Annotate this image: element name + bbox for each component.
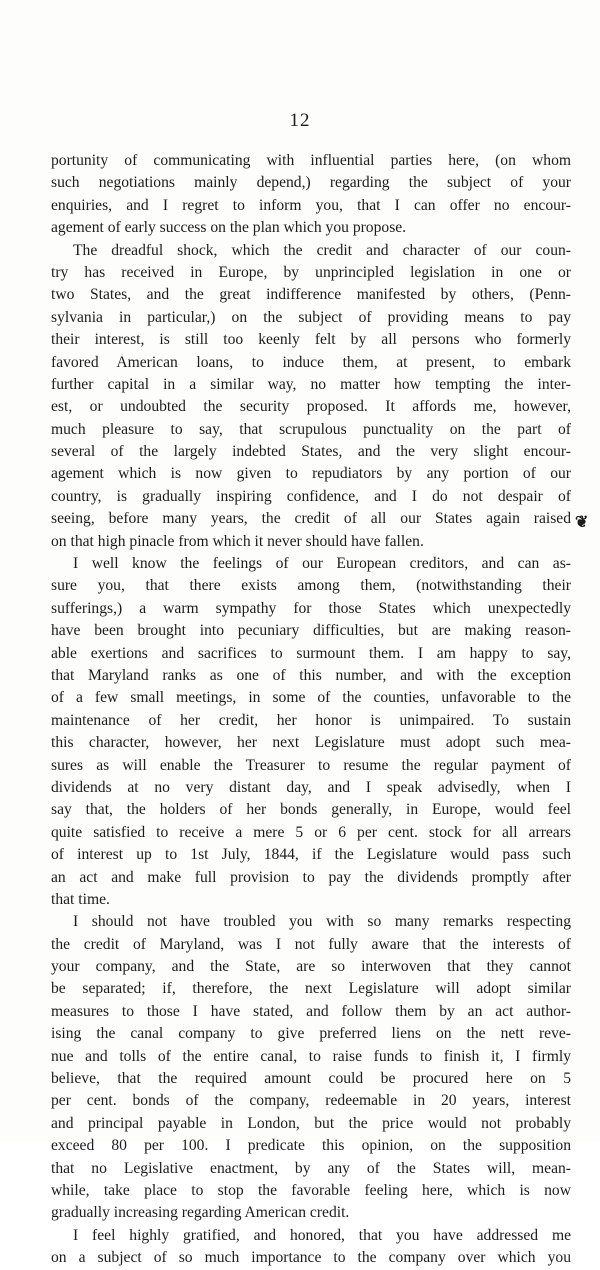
text-line: believe, that the required amount could be procured here on 5	[51, 1070, 571, 1088]
text-line: on that high pinacle from which it never should have fallen.	[51, 532, 424, 550]
text-line: I well know the feelings of our European creditors, and can as-	[73, 555, 571, 573]
text-line: maintenance of her credit, her honor is unimpaired. To sustain	[51, 711, 571, 729]
text-line: I feel highly gratified, and honored, that you have addressed me	[73, 1226, 571, 1244]
text-line: seeing, before many years, the credit of all our States again raised	[51, 510, 571, 528]
text-line: that time.	[51, 890, 110, 908]
text-line: on a subject of so much importance to the company over which you	[51, 1249, 571, 1267]
text-line: exceed 80 per 100. I predicate this opinion, on the supposition	[51, 1137, 571, 1155]
text-line: I should not have troubled you with so many remarks respecting	[73, 913, 571, 931]
text-line: two States, and the great indifference manifested by others, (Penn-	[51, 286, 571, 304]
text-line: sylvania in particular,) on the subject of providing means to pay	[51, 308, 571, 326]
text-line: dividends at no very distant day, and I speak advisedly, when I	[51, 778, 571, 796]
text-line: sure you, that there exists among them, (notwithstanding their	[51, 577, 571, 595]
text-line: have been brought into pecuniary difficulties, but are making reason-	[51, 622, 571, 640]
text-line: sufferings,) a warm sympathy for those States which unexpectedly	[51, 599, 571, 617]
text-line: and principal payable in London, but the price would not probably	[51, 1114, 571, 1132]
text-line: that Maryland ranks as one of this number, and with the exception	[51, 666, 571, 684]
text-line: per cent. bonds of the company, redeemable in 20 years, interest	[51, 1092, 571, 1110]
margin-mark: ❦	[575, 514, 589, 531]
text-line: agement which is now given to repudiators by any portion of our	[51, 465, 571, 483]
text-line: quite satisfied to receive a mere 5 or 6 per cent. stock for all arrears	[51, 823, 571, 841]
text-line: such negotiations mainly depend,) regarding the subject of your	[51, 174, 571, 192]
text-line: agement of early success on the plan which you propose.	[51, 219, 407, 237]
text-line: several of the largely indebted States, and the very slight encour-	[51, 443, 571, 461]
text-line: much pleasure to say, that scrupulous punctuality on the part of	[51, 420, 571, 438]
text-line: portunity of communicating with influential parties here, (on whom	[51, 152, 571, 169]
text-line: the credit of Maryland, was I not fully aware that the interests of	[51, 935, 571, 953]
text-line: further capital in a similar way, no matter how tempting the inter-	[51, 375, 571, 393]
text-line: your company, and the State, are so interwoven that they cannot	[51, 958, 571, 976]
text-line: est, or undoubted the security proposed. It affords me, however,	[51, 398, 571, 416]
text-line: measures to those I have stated, and follow them by an act author-	[51, 1002, 571, 1020]
text-line: ising the canal company to give preferred liens on the nett reve-	[51, 1025, 571, 1043]
text-line: gradually increasing regarding American credit.	[51, 1204, 350, 1222]
text-line: of interest up to 1st July, 1844, if the Legislature would pass such	[51, 846, 571, 864]
text-line: nue and tolls of the entire canal, to raise funds to finish it, I firmly	[51, 1047, 571, 1065]
text-line: that no Legislative enactment, by any of the States will, mean-	[51, 1159, 571, 1177]
text-line: their interest, is still too keenly felt by all persons who formerly	[51, 331, 571, 349]
text-line: of a few small meetings, in some of the counties, unfavorable to the	[51, 689, 571, 707]
text-line: try has received in Europe, by unprincipled legislation in one or	[51, 263, 571, 281]
text-line: favored American loans, to induce them, at present, to embark	[51, 353, 571, 371]
text-line: say that, the holders of her bonds generally, in Europe, would feel	[51, 801, 571, 819]
text-line: able exertions and sacrifices to surmount them. I am happy to say,	[51, 644, 571, 662]
text-line: country, is gradually inspiring confidence, and I do not despair of	[51, 487, 571, 505]
text-line: this character, however, her next Legislature must adopt such mea-	[51, 734, 571, 752]
text-line: The dreadful shock, which the credit and character of our coun-	[73, 241, 571, 259]
text-line: sures as will enable the Treasurer to resume the regular payment of	[51, 756, 571, 774]
body-text	[51, 150, 571, 1270]
text-line: while, take place to stop the favorable feeling here, which is now	[51, 1181, 571, 1199]
page-number: 12	[289, 110, 311, 131]
text-line: be separated; if, therefore, the next Legislature will adopt similar	[51, 980, 571, 998]
text-line: an act and make full provision to pay the dividends promptly after	[51, 868, 571, 886]
text-line: enquiries, and I regret to inform you, that I can offer no encour-	[51, 196, 571, 214]
